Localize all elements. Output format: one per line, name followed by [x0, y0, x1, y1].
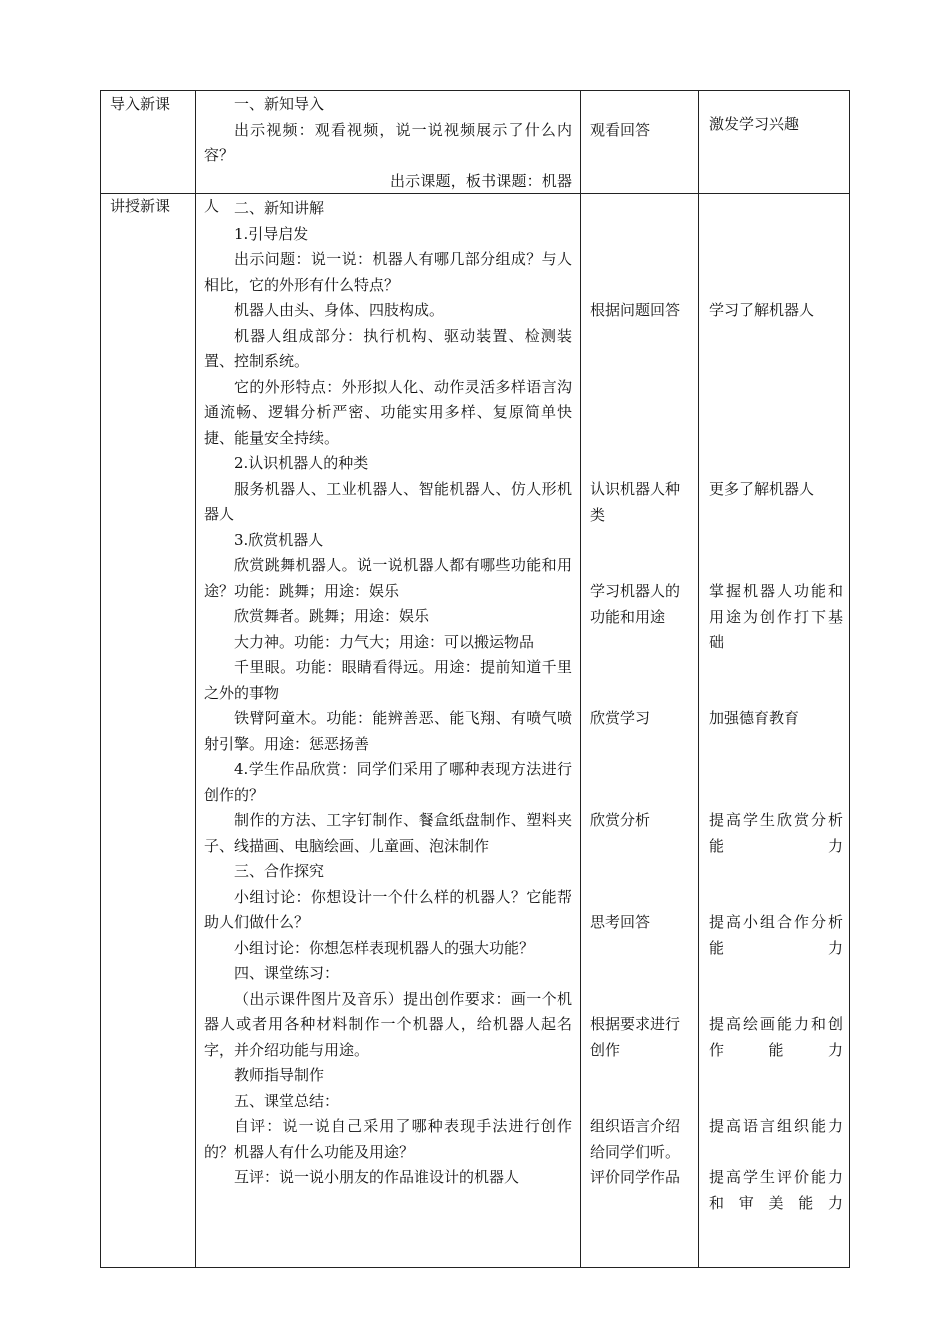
- content-line: 1.引导启发: [234, 224, 309, 243]
- design-aim-7: 提高绘画能力和创作能力: [709, 1015, 843, 1059]
- student-activity-1: 根据问题回答: [590, 301, 681, 319]
- stage-label-intro: 导入新课: [110, 95, 171, 113]
- intro-title-text: 出示课题，板书课题：机器人: [204, 171, 572, 215]
- content-line: 欣赏舞者。跳舞；用途：娱乐: [234, 607, 430, 625]
- content-line: 机器人由头、身体、四肢构成。: [234, 301, 445, 319]
- content-line: （出示课件图片及音乐）提出创作要求：画一个机器人或者用各种材料制作一个机器人，给机器人起名字，并介绍功能与用途。: [204, 989, 572, 1059]
- design-aim-9: 提高学生评价能力和审美能力: [709, 1168, 843, 1212]
- intro-video-text: 出示视频：观看视频，说一说视频展示了什么内容？: [204, 120, 572, 164]
- content-line: 欣赏跳舞机器人。说一说机器人都有哪些功能和用途？功能：跳舞；用途：娱乐: [204, 556, 572, 600]
- table-border-right: [849, 90, 850, 1268]
- content-line: 4.学生作品欣赏：同学们采用了哪种表现方法进行创作的？: [204, 760, 572, 804]
- stage-label-teaching: 讲授新课: [110, 197, 171, 215]
- column-divider-2: [580, 90, 581, 1268]
- content-line: 出示问题：说一说：机器人有哪几部分组成？与人相比，它的外形有什么特点？: [204, 250, 572, 294]
- content-line: 它的外形特点：外形拟人化、动作灵活多样语言沟通流畅、逻辑分析严密、功能实用多样、复原简单快捷、能量安全持续。: [204, 377, 572, 447]
- content-line: 千里眼。功能：眼睛看得远。用途：提前知道千里之外的事物: [204, 658, 572, 702]
- design-aim-4: 加强德育教育: [709, 709, 800, 727]
- design-aim-8: 提高语言组织能力: [709, 1117, 843, 1135]
- table-border-top: [100, 90, 850, 91]
- design-aim-2: 更多了解机器人: [709, 480, 815, 498]
- student-activity-2: 认识机器人种类: [590, 480, 681, 524]
- content-line: 五、课堂总结：: [234, 1091, 340, 1110]
- design-aim-6: 提高小组合作分析能力: [709, 913, 843, 957]
- table-border-bottom: [100, 1267, 850, 1268]
- content-line: 制作的方法、工字钉制作、餐盒纸盘制作、塑料夹子、线描画、电脑绘画、儿童画、泡沫制作: [204, 811, 572, 855]
- student-activity-8: 组织语言介绍给同学们听。: [590, 1117, 681, 1161]
- design-aim-5: 提高学生欣赏分析能力: [709, 811, 843, 855]
- intro-heading: 一、新知导入: [234, 95, 325, 113]
- column-divider-3: [698, 90, 699, 1268]
- content-line: 3.欣赏机器人: [234, 530, 324, 549]
- content-line: 铁臂阿童木。功能：能辨善恶、能飞翔、有喷气喷射引擎。用途：惩恶扬善: [204, 709, 572, 753]
- content-line: 自评：说一说自己采用了哪种表现手法进行创作的？机器人有什么功能及用途？: [204, 1117, 572, 1161]
- student-activity-7: 根据要求进行创作: [590, 1015, 681, 1059]
- content-line: 互评：说一说小朋友的作品谁设计的机器人: [234, 1168, 520, 1186]
- intro-student-activity: 观看回答: [590, 121, 651, 139]
- content-line: 四、课堂练习：: [234, 964, 340, 982]
- design-aim-3: 掌握机器人功能和用途为创作打下基础: [709, 582, 843, 651]
- content-line: 二、新知讲解: [234, 199, 325, 217]
- content-line: 三、合作探究: [234, 862, 325, 880]
- student-activity-9: 评价同学作品: [590, 1168, 681, 1186]
- lesson-plan-table: [100, 90, 850, 1268]
- content-line: 小组讨论：你想怎样表现机器人的强大功能？: [234, 938, 535, 957]
- intro-design-aim: 激发学习兴趣: [709, 115, 800, 133]
- table-border-left: [100, 90, 101, 1268]
- content-line: 大力神。功能：力气大；用途：可以搬运物品: [234, 632, 535, 651]
- teaching-content: [204, 196, 572, 1191]
- content-line: 教师指导制作: [234, 1066, 325, 1084]
- student-activity-5: 欣赏分析: [590, 811, 651, 829]
- content-line: 机器人组成部分：执行机构、驱动装置、检测装置、控制系统。: [204, 326, 572, 370]
- design-aim-1: 学习了解机器人: [709, 301, 815, 319]
- content-line: 小组讨论：你想设计一个什么样的机器人？它能帮助人们做什么？: [204, 887, 572, 931]
- content-line: 服务机器人、工业机器人、智能机器人、仿人形机器人: [204, 479, 572, 523]
- content-line: 2.认识机器人的种类: [234, 454, 369, 472]
- student-activity-6: 思考回答: [590, 913, 651, 931]
- student-activity-3: 学习机器人的功能和用途: [590, 582, 681, 626]
- column-divider-1: [195, 90, 196, 1268]
- student-activity-4: 欣赏学习: [590, 709, 651, 727]
